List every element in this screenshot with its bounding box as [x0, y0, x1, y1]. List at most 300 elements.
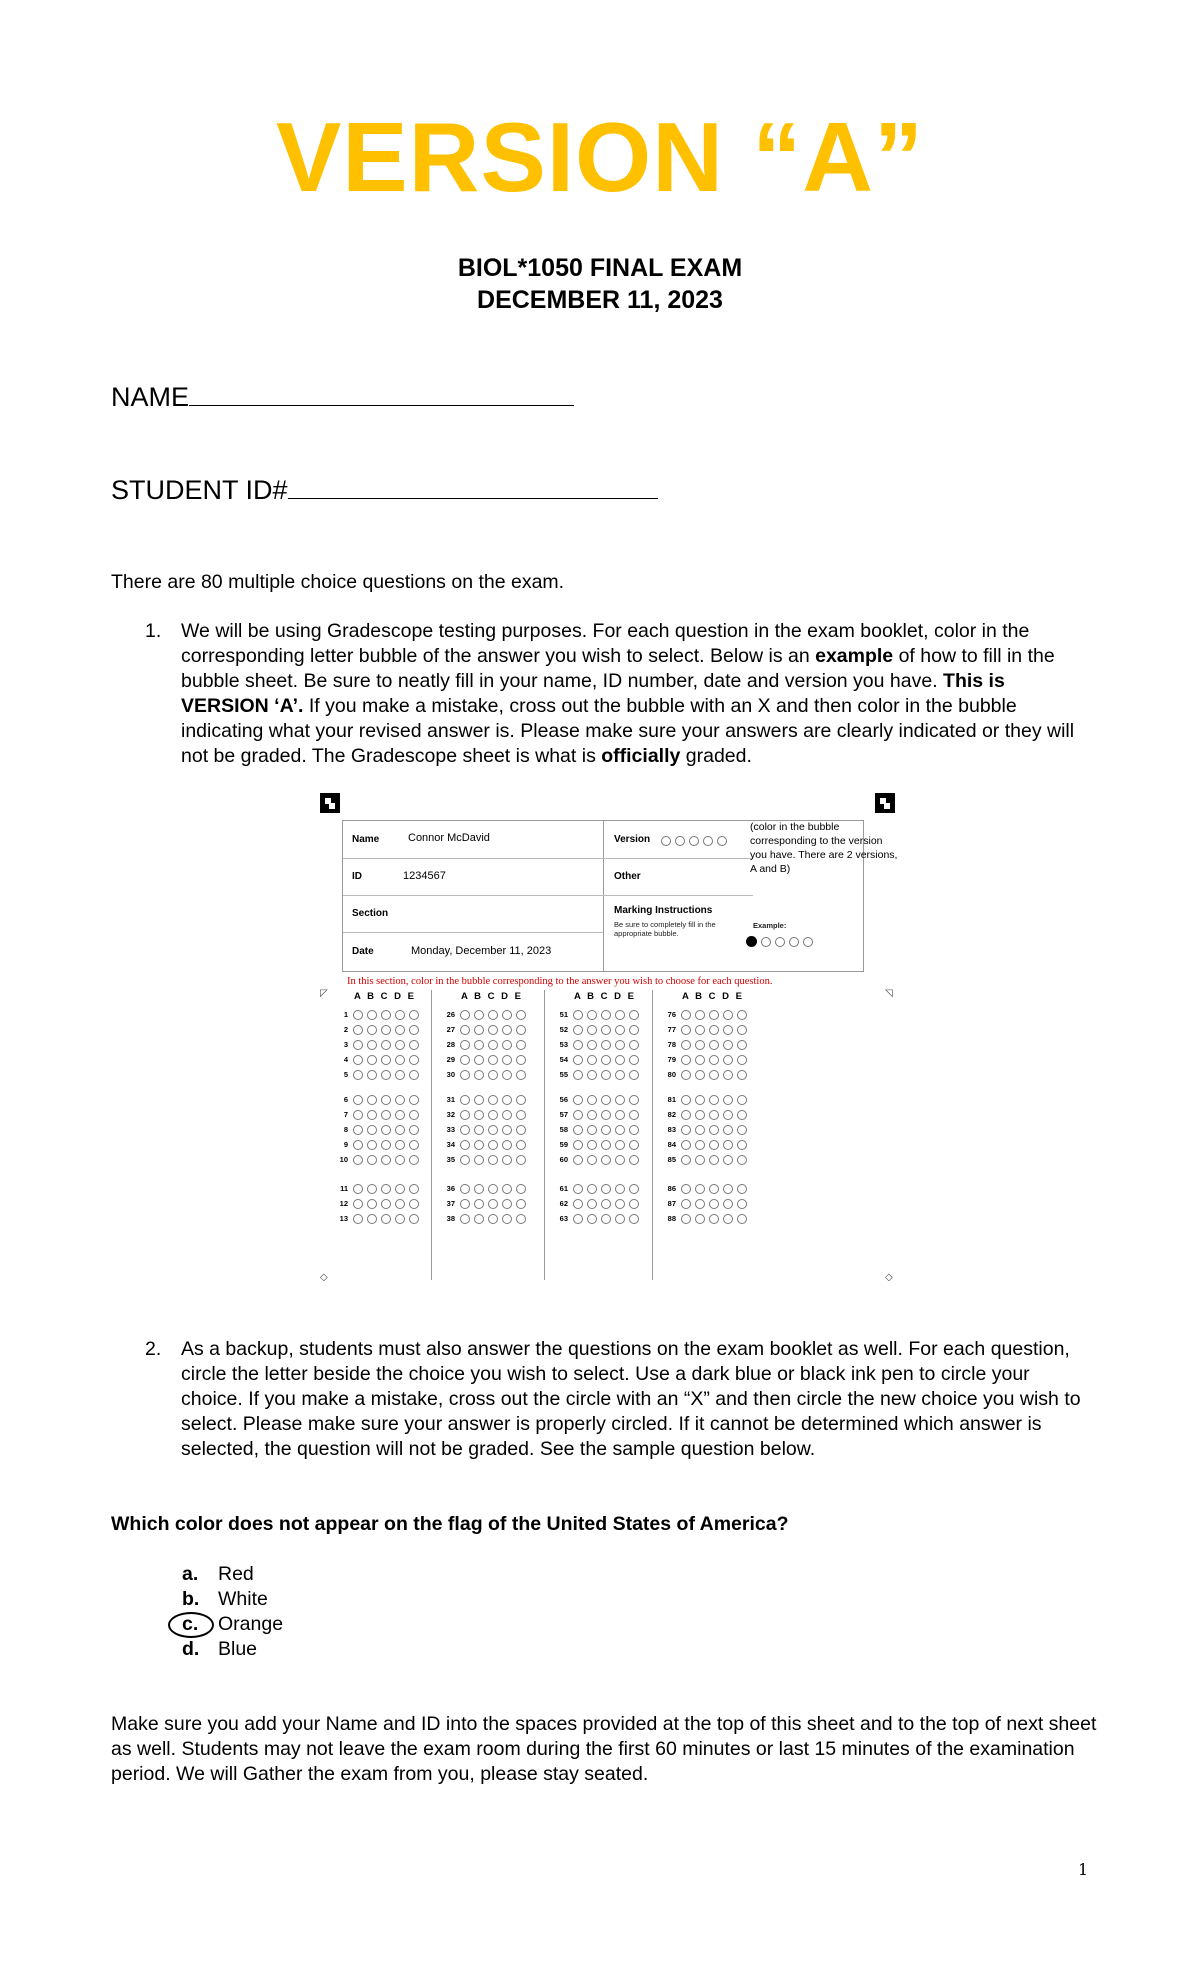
- answer-bubble[interactable]: [709, 1055, 719, 1065]
- answer-bubble[interactable]: [516, 1110, 526, 1120]
- answer-bubble[interactable]: [695, 1199, 705, 1209]
- answer-bubble[interactable]: [488, 1025, 498, 1035]
- question-row[interactable]: [552, 1040, 643, 1050]
- answer-bubble[interactable]: [615, 1010, 625, 1020]
- answer-bubble[interactable]: [502, 1155, 512, 1165]
- answer-bubble[interactable]: [395, 1070, 405, 1080]
- answer-bubble[interactable]: [573, 1095, 583, 1105]
- question-row[interactable]: [332, 1095, 423, 1105]
- answer-bubble[interactable]: [573, 1025, 583, 1035]
- answer-bubble[interactable]: [723, 1140, 733, 1150]
- question-row[interactable]: [439, 1010, 530, 1020]
- answer-bubble[interactable]: [353, 1010, 363, 1020]
- answer-bubble[interactable]: [573, 1070, 583, 1080]
- answer-bubble[interactable]: [488, 1055, 498, 1065]
- answer-bubble[interactable]: [615, 1199, 625, 1209]
- answer-bubble[interactable]: [367, 1070, 377, 1080]
- question-row[interactable]: [552, 1095, 643, 1105]
- answer-bubble[interactable]: [573, 1125, 583, 1135]
- question-row[interactable]: [552, 1025, 643, 1035]
- answer-bubble[interactable]: [395, 1055, 405, 1065]
- answer-bubble[interactable]: [409, 1155, 419, 1165]
- answer-bubble[interactable]: [516, 1214, 526, 1224]
- answer-bubble[interactable]: [629, 1184, 639, 1194]
- answer-bubble[interactable]: [367, 1155, 377, 1165]
- answer-bubble[interactable]: [587, 1010, 597, 1020]
- answer-bubble[interactable]: [601, 1025, 611, 1035]
- answer-bubble[interactable]: [474, 1040, 484, 1050]
- choice-c[interactable]: c. Orange: [182, 1612, 283, 1637]
- answer-bubble[interactable]: [367, 1110, 377, 1120]
- answer-bubble[interactable]: [381, 1214, 391, 1224]
- answer-bubble[interactable]: [395, 1025, 405, 1035]
- answer-bubble[interactable]: [681, 1199, 691, 1209]
- answer-bubble[interactable]: [629, 1155, 639, 1165]
- answer-bubble[interactable]: [488, 1040, 498, 1050]
- answer-bubble[interactable]: [695, 1155, 705, 1165]
- answer-bubble[interactable]: [353, 1070, 363, 1080]
- answer-bubble[interactable]: [367, 1140, 377, 1150]
- answer-bubble[interactable]: [409, 1095, 419, 1105]
- answer-bubble[interactable]: [381, 1199, 391, 1209]
- answer-bubble[interactable]: [573, 1010, 583, 1020]
- question-row[interactable]: [552, 1070, 643, 1080]
- answer-bubble[interactable]: [353, 1214, 363, 1224]
- choice-d[interactable]: d. Blue: [182, 1638, 258, 1660]
- answer-bubble[interactable]: [681, 1095, 691, 1105]
- answer-bubble[interactable]: [601, 1214, 611, 1224]
- question-row[interactable]: [552, 1010, 643, 1020]
- answer-bubble[interactable]: [737, 1010, 747, 1020]
- question-row[interactable]: [332, 1110, 423, 1120]
- answer-bubble[interactable]: [381, 1010, 391, 1020]
- question-row[interactable]: [332, 1040, 423, 1050]
- answer-bubble[interactable]: [516, 1095, 526, 1105]
- answer-bubble[interactable]: [615, 1095, 625, 1105]
- answer-bubble[interactable]: [488, 1184, 498, 1194]
- answer-bubble[interactable]: [353, 1199, 363, 1209]
- question-row[interactable]: [660, 1155, 751, 1165]
- question-row[interactable]: [552, 1055, 643, 1065]
- answer-bubble[interactable]: [367, 1184, 377, 1194]
- answer-bubble[interactable]: [629, 1140, 639, 1150]
- answer-bubble[interactable]: [474, 1214, 484, 1224]
- question-row[interactable]: [439, 1214, 530, 1224]
- answer-bubble[interactable]: [516, 1070, 526, 1080]
- answer-bubble[interactable]: [587, 1095, 597, 1105]
- question-row[interactable]: [660, 1025, 751, 1035]
- answer-bubble[interactable]: [474, 1155, 484, 1165]
- answer-bubble[interactable]: [409, 1214, 419, 1224]
- answer-bubble[interactable]: [409, 1025, 419, 1035]
- answer-bubble[interactable]: [573, 1140, 583, 1150]
- version-bubbles[interactable]: [661, 832, 731, 850]
- answer-bubble[interactable]: [681, 1155, 691, 1165]
- answer-bubble[interactable]: [587, 1070, 597, 1080]
- question-row[interactable]: [660, 1040, 751, 1050]
- answer-bubble[interactable]: [367, 1010, 377, 1020]
- answer-bubble[interactable]: [573, 1040, 583, 1050]
- answer-bubble[interactable]: [709, 1040, 719, 1050]
- answer-bubble[interactable]: [381, 1125, 391, 1135]
- answer-bubble[interactable]: [516, 1155, 526, 1165]
- answer-bubble[interactable]: [409, 1184, 419, 1194]
- answer-bubble[interactable]: [502, 1199, 512, 1209]
- answer-bubble[interactable]: [615, 1110, 625, 1120]
- answer-bubble[interactable]: [488, 1125, 498, 1135]
- answer-bubble[interactable]: [488, 1155, 498, 1165]
- answer-bubble[interactable]: [587, 1040, 597, 1050]
- question-row[interactable]: [660, 1140, 751, 1150]
- question-row[interactable]: [439, 1140, 530, 1150]
- answer-bubble[interactable]: [587, 1199, 597, 1209]
- answer-bubble[interactable]: [723, 1055, 733, 1065]
- question-row[interactable]: [439, 1095, 530, 1105]
- answer-bubble[interactable]: [709, 1214, 719, 1224]
- answer-bubble[interactable]: [587, 1110, 597, 1120]
- answer-bubble[interactable]: [723, 1025, 733, 1035]
- answer-bubble[interactable]: [573, 1214, 583, 1224]
- answer-bubble[interactable]: [601, 1140, 611, 1150]
- answer-bubble[interactable]: [709, 1155, 719, 1165]
- answer-bubble[interactable]: [587, 1155, 597, 1165]
- question-row[interactable]: [552, 1199, 643, 1209]
- answer-bubble[interactable]: [629, 1055, 639, 1065]
- answer-bubble[interactable]: [709, 1110, 719, 1120]
- answer-bubble[interactable]: [460, 1184, 470, 1194]
- answer-bubble[interactable]: [353, 1040, 363, 1050]
- answer-bubble[interactable]: [516, 1140, 526, 1150]
- answer-bubble[interactable]: [681, 1184, 691, 1194]
- answer-bubble[interactable]: [681, 1040, 691, 1050]
- question-row[interactable]: [552, 1184, 643, 1194]
- answer-bubble[interactable]: [573, 1155, 583, 1165]
- answer-bubble[interactable]: [502, 1140, 512, 1150]
- answer-bubble[interactable]: [409, 1125, 419, 1135]
- question-row[interactable]: [439, 1070, 530, 1080]
- answer-bubble[interactable]: [353, 1095, 363, 1105]
- answer-bubble[interactable]: [681, 1070, 691, 1080]
- question-row[interactable]: [660, 1110, 751, 1120]
- answer-bubble[interactable]: [615, 1125, 625, 1135]
- answer-bubble[interactable]: [629, 1095, 639, 1105]
- answer-bubble[interactable]: [381, 1025, 391, 1035]
- answer-bubble[interactable]: [353, 1055, 363, 1065]
- answer-bubble[interactable]: [367, 1214, 377, 1224]
- answer-bubble[interactable]: [695, 1125, 705, 1135]
- answer-bubble[interactable]: [737, 1214, 747, 1224]
- answer-bubble[interactable]: [601, 1110, 611, 1120]
- answer-bubble[interactable]: [395, 1199, 405, 1209]
- answer-bubble[interactable]: [488, 1214, 498, 1224]
- answer-bubble[interactable]: [381, 1140, 391, 1150]
- answer-bubble[interactable]: [460, 1010, 470, 1020]
- question-row[interactable]: [332, 1184, 423, 1194]
- answer-bubble[interactable]: [601, 1199, 611, 1209]
- answer-bubble[interactable]: [587, 1025, 597, 1035]
- answer-bubble[interactable]: [629, 1199, 639, 1209]
- answer-bubble[interactable]: [395, 1140, 405, 1150]
- answer-bubble[interactable]: [367, 1095, 377, 1105]
- question-row[interactable]: [660, 1125, 751, 1135]
- answer-bubble[interactable]: [460, 1155, 470, 1165]
- student-id-field[interactable]: [111, 474, 658, 504]
- answer-bubble[interactable]: [615, 1025, 625, 1035]
- question-row[interactable]: [332, 1070, 423, 1080]
- question-row[interactable]: [660, 1070, 751, 1080]
- answer-bubble[interactable]: [737, 1140, 747, 1150]
- question-row[interactable]: [332, 1125, 423, 1135]
- answer-bubble[interactable]: [709, 1125, 719, 1135]
- answer-bubble[interactable]: [615, 1140, 625, 1150]
- answer-bubble[interactable]: [409, 1040, 419, 1050]
- question-row[interactable]: [552, 1155, 643, 1165]
- answer-bubble[interactable]: [395, 1155, 405, 1165]
- answer-bubble[interactable]: [723, 1125, 733, 1135]
- question-row[interactable]: [332, 1140, 423, 1150]
- answer-bubble[interactable]: [409, 1070, 419, 1080]
- answer-bubble[interactable]: [681, 1025, 691, 1035]
- answer-bubble[interactable]: [709, 1025, 719, 1035]
- answer-bubble[interactable]: [474, 1140, 484, 1150]
- answer-bubble[interactable]: [460, 1140, 470, 1150]
- answer-bubble[interactable]: [502, 1010, 512, 1020]
- answer-bubble[interactable]: [488, 1010, 498, 1020]
- answer-bubble[interactable]: [474, 1095, 484, 1105]
- question-row[interactable]: [552, 1110, 643, 1120]
- answer-bubble[interactable]: [587, 1125, 597, 1135]
- answer-bubble[interactable]: [695, 1055, 705, 1065]
- answer-bubble[interactable]: [573, 1199, 583, 1209]
- answer-bubble[interactable]: [723, 1199, 733, 1209]
- answer-bubble[interactable]: [629, 1214, 639, 1224]
- question-row[interactable]: [660, 1010, 751, 1020]
- answer-bubble[interactable]: [601, 1184, 611, 1194]
- answer-bubble[interactable]: [681, 1110, 691, 1120]
- answer-bubble[interactable]: [681, 1010, 691, 1020]
- answer-bubble[interactable]: [737, 1095, 747, 1105]
- question-row[interactable]: [552, 1214, 643, 1224]
- answer-bubble[interactable]: [502, 1214, 512, 1224]
- question-row[interactable]: [439, 1199, 530, 1209]
- answer-bubble[interactable]: [615, 1214, 625, 1224]
- answer-bubble[interactable]: [695, 1140, 705, 1150]
- answer-bubble[interactable]: [474, 1070, 484, 1080]
- name-blank-line[interactable]: [189, 381, 574, 406]
- question-row[interactable]: [660, 1095, 751, 1105]
- answer-bubble[interactable]: [737, 1110, 747, 1120]
- answer-bubble[interactable]: [395, 1214, 405, 1224]
- answer-bubble[interactable]: [516, 1025, 526, 1035]
- answer-bubble[interactable]: [737, 1199, 747, 1209]
- answer-bubble[interactable]: [367, 1025, 377, 1035]
- question-row[interactable]: [332, 1199, 423, 1209]
- answer-bubble[interactable]: [474, 1055, 484, 1065]
- student-id-blank-line[interactable]: [288, 474, 658, 499]
- answer-bubble[interactable]: [695, 1095, 705, 1105]
- answer-bubble[interactable]: [723, 1010, 733, 1020]
- answer-bubble[interactable]: [681, 1140, 691, 1150]
- answer-bubble[interactable]: [381, 1070, 391, 1080]
- answer-bubble[interactable]: [395, 1184, 405, 1194]
- answer-bubble[interactable]: [474, 1184, 484, 1194]
- answer-bubble[interactable]: [409, 1140, 419, 1150]
- answer-bubble[interactable]: [737, 1070, 747, 1080]
- answer-bubble[interactable]: [460, 1095, 470, 1105]
- answer-bubble[interactable]: [709, 1070, 719, 1080]
- answer-bubble[interactable]: [723, 1184, 733, 1194]
- answer-bubble[interactable]: [601, 1095, 611, 1105]
- question-row[interactable]: [332, 1055, 423, 1065]
- answer-bubble[interactable]: [460, 1199, 470, 1209]
- answer-bubble[interactable]: [381, 1040, 391, 1050]
- answer-bubble[interactable]: [409, 1199, 419, 1209]
- answer-bubble[interactable]: [502, 1040, 512, 1050]
- answer-bubble[interactable]: [409, 1110, 419, 1120]
- answer-bubble[interactable]: [460, 1110, 470, 1120]
- answer-bubble[interactable]: [601, 1040, 611, 1050]
- answer-bubble[interactable]: [395, 1010, 405, 1020]
- answer-bubble[interactable]: [681, 1125, 691, 1135]
- answer-bubble[interactable]: [723, 1155, 733, 1165]
- answer-bubble[interactable]: [367, 1199, 377, 1209]
- question-row[interactable]: [439, 1025, 530, 1035]
- answer-bubble[interactable]: [695, 1110, 705, 1120]
- answer-bubble[interactable]: [381, 1055, 391, 1065]
- answer-bubble[interactable]: [488, 1110, 498, 1120]
- answer-bubble[interactable]: [353, 1110, 363, 1120]
- answer-bubble[interactable]: [460, 1125, 470, 1135]
- answer-bubble[interactable]: [601, 1055, 611, 1065]
- answer-bubble[interactable]: [516, 1184, 526, 1194]
- answer-bubble[interactable]: [474, 1110, 484, 1120]
- answer-bubble[interactable]: [629, 1125, 639, 1135]
- answer-bubble[interactable]: [737, 1155, 747, 1165]
- answer-bubble[interactable]: [502, 1125, 512, 1135]
- answer-bubble[interactable]: [353, 1025, 363, 1035]
- answer-bubble[interactable]: [395, 1125, 405, 1135]
- answer-bubble[interactable]: [629, 1025, 639, 1035]
- question-row[interactable]: [660, 1199, 751, 1209]
- answer-bubble[interactable]: [381, 1110, 391, 1120]
- answer-bubble[interactable]: [695, 1040, 705, 1050]
- answer-bubble[interactable]: [601, 1125, 611, 1135]
- answer-bubble[interactable]: [695, 1214, 705, 1224]
- answer-bubble[interactable]: [737, 1184, 747, 1194]
- answer-bubble[interactable]: [381, 1184, 391, 1194]
- answer-bubble[interactable]: [629, 1040, 639, 1050]
- question-row[interactable]: [439, 1040, 530, 1050]
- answer-bubble[interactable]: [601, 1070, 611, 1080]
- answer-bubble[interactable]: [681, 1055, 691, 1065]
- answer-bubble[interactable]: [460, 1214, 470, 1224]
- answer-bubble[interactable]: [353, 1125, 363, 1135]
- answer-bubble[interactable]: [723, 1095, 733, 1105]
- answer-bubble[interactable]: [502, 1055, 512, 1065]
- answer-bubble[interactable]: [381, 1155, 391, 1165]
- answer-bubble[interactable]: [353, 1184, 363, 1194]
- answer-bubble[interactable]: [723, 1070, 733, 1080]
- answer-bubble[interactable]: [474, 1010, 484, 1020]
- answer-bubble[interactable]: [460, 1055, 470, 1065]
- answer-bubble[interactable]: [395, 1110, 405, 1120]
- answer-bubble[interactable]: [695, 1070, 705, 1080]
- question-row[interactable]: [439, 1055, 530, 1065]
- answer-bubble[interactable]: [516, 1010, 526, 1020]
- answer-bubble[interactable]: [615, 1055, 625, 1065]
- question-row[interactable]: [332, 1214, 423, 1224]
- answer-bubble[interactable]: [502, 1095, 512, 1105]
- answer-bubble[interactable]: [723, 1214, 733, 1224]
- answer-bubble[interactable]: [367, 1125, 377, 1135]
- question-row[interactable]: [660, 1184, 751, 1194]
- answer-bubble[interactable]: [460, 1070, 470, 1080]
- choice-b[interactable]: b. White: [182, 1588, 268, 1610]
- answer-bubble[interactable]: [737, 1055, 747, 1065]
- answer-bubble[interactable]: [587, 1214, 597, 1224]
- answer-bubble[interactable]: [409, 1010, 419, 1020]
- answer-bubble[interactable]: [395, 1040, 405, 1050]
- answer-bubble[interactable]: [629, 1070, 639, 1080]
- choice-a[interactable]: a. Red: [182, 1563, 254, 1585]
- answer-bubble[interactable]: [367, 1040, 377, 1050]
- question-row[interactable]: [439, 1110, 530, 1120]
- answer-bubble[interactable]: [381, 1095, 391, 1105]
- answer-bubble[interactable]: [502, 1070, 512, 1080]
- answer-bubble[interactable]: [516, 1199, 526, 1209]
- question-row[interactable]: [439, 1155, 530, 1165]
- answer-bubble[interactable]: [587, 1140, 597, 1150]
- answer-bubble[interactable]: [681, 1214, 691, 1224]
- answer-bubble[interactable]: [502, 1110, 512, 1120]
- answer-bubble[interactable]: [516, 1055, 526, 1065]
- question-row[interactable]: [439, 1184, 530, 1194]
- answer-bubble[interactable]: [695, 1010, 705, 1020]
- answer-bubble[interactable]: [460, 1025, 470, 1035]
- name-field[interactable]: [111, 381, 574, 411]
- question-row[interactable]: [660, 1214, 751, 1224]
- answer-bubble[interactable]: [488, 1095, 498, 1105]
- answer-bubble[interactable]: [615, 1184, 625, 1194]
- answer-bubble[interactable]: [629, 1110, 639, 1120]
- question-row[interactable]: [552, 1125, 643, 1135]
- answer-bubble[interactable]: [587, 1055, 597, 1065]
- answer-bubble[interactable]: [502, 1025, 512, 1035]
- answer-bubble[interactable]: [474, 1199, 484, 1209]
- answer-bubble[interactable]: [395, 1095, 405, 1105]
- question-row[interactable]: [660, 1055, 751, 1065]
- answer-bubble[interactable]: [409, 1055, 419, 1065]
- answer-bubble[interactable]: [695, 1184, 705, 1194]
- answer-bubble[interactable]: [587, 1184, 597, 1194]
- answer-bubble[interactable]: [709, 1010, 719, 1020]
- answer-bubble[interactable]: [709, 1095, 719, 1105]
- answer-bubble[interactable]: [353, 1140, 363, 1150]
- answer-bubble[interactable]: [502, 1184, 512, 1194]
- answer-bubble[interactable]: [488, 1140, 498, 1150]
- answer-bubble[interactable]: [474, 1025, 484, 1035]
- answer-bubble[interactable]: [615, 1155, 625, 1165]
- answer-bubble[interactable]: [516, 1125, 526, 1135]
- answer-bubble[interactable]: [709, 1140, 719, 1150]
- answer-bubble[interactable]: [573, 1184, 583, 1194]
- answer-bubble[interactable]: [516, 1040, 526, 1050]
- question-row[interactable]: [332, 1155, 423, 1165]
- answer-bubble[interactable]: [353, 1155, 363, 1165]
- answer-bubble[interactable]: [723, 1110, 733, 1120]
- answer-bubble[interactable]: [601, 1010, 611, 1020]
- answer-bubble[interactable]: [615, 1040, 625, 1050]
